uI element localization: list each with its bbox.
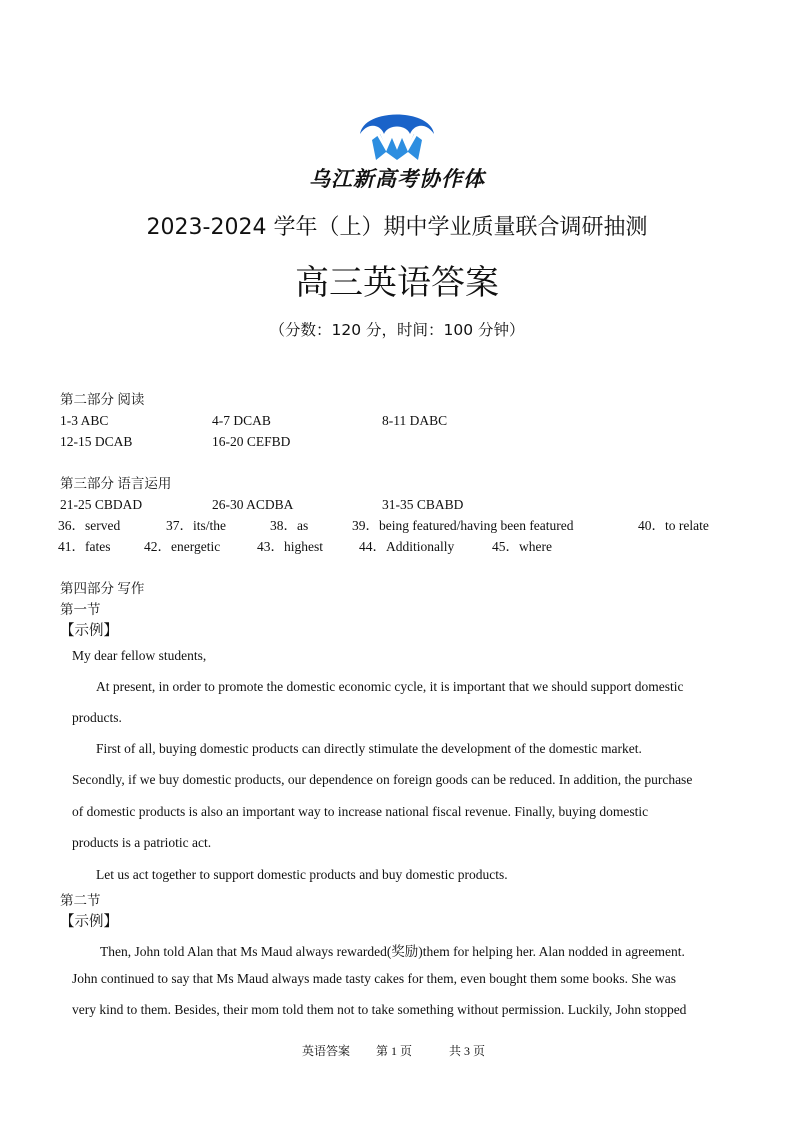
part4-heading: 第四部分 写作 (60, 581, 145, 596)
essay-line: John continued to say that Ms Maud always made tasty cakes for them, even bought them some books. She was (72, 971, 677, 986)
exam-title: 2023-2024 学年（上）期中学业质量联合调研抽测 (146, 215, 648, 240)
fill-answer: 45．where (492, 539, 552, 554)
answer-group: 21-25 CBDAD (60, 497, 143, 512)
logo-icon (356, 104, 438, 164)
exam-info: （分数：120 分，时间：100 分钟） (269, 321, 525, 339)
part2-heading: 第二部分 阅读 (60, 392, 145, 407)
section-heading: 第一节 (60, 602, 101, 617)
fill-answer: 42．energetic (144, 539, 221, 554)
sample-label: 【示例】 (60, 623, 118, 639)
fill-answer: 44．Additionally (359, 539, 455, 554)
document-title: 高三英语答案 (295, 263, 499, 303)
footer-subject: 英语答案 (302, 1044, 351, 1058)
part3-heading: 第三部分 语言运用 (60, 476, 172, 491)
section-heading: 第二节 (60, 893, 101, 908)
answer-group: 1-3 ABC (60, 413, 109, 428)
fill-answer: 40．to relate (638, 518, 709, 533)
fill-answer: 38．as (270, 518, 309, 533)
answer-group: 26-30 ACDBA (212, 497, 294, 512)
essay-line: Let us act together to support domestic products and buy domestic products. (96, 867, 508, 882)
fill-answer: 37．its/the (166, 518, 226, 533)
answer-group: 4-7 DCAB (212, 413, 271, 428)
answer-group: 8-11 DABC (382, 413, 448, 428)
answer-group: 12-15 DCAB (60, 434, 133, 449)
essay-line: At present, in order to promote the domestic economic cycle, it is important that we should support domestic (96, 679, 684, 694)
essay-line: of domestic products is also an important way to increase national fiscal revenue. Finally, buying domestic (72, 804, 649, 819)
essay-line: products. (72, 710, 122, 725)
organization-name: 乌江新高考协作体 (309, 167, 485, 191)
footer-total-pages: 共 3 页 (449, 1044, 486, 1058)
essay-line: First of all, buying domestic products can directly stimulate the development of the domestic market. (96, 741, 642, 756)
essay-line: Secondly, if we buy domestic products, our dependence on foreign goods can be reduced. In addition, the purchase (72, 772, 693, 787)
footer-page-number: 第 1 页 (376, 1044, 413, 1058)
essay-line: My dear fellow students, (72, 648, 207, 663)
essay-line: very kind to them. Besides, their mom told them not to take something without permission. Luckily, John stopped (72, 1002, 687, 1017)
fill-answer: 36．served (58, 518, 121, 533)
essay-line: Then, John told Alan that Ms Maud always rewarded(奖励)them for helping her. Alan nodded in agreement. (100, 944, 685, 959)
sample-label: 【示例】 (60, 914, 118, 930)
essay-line: products is a patriotic act. (72, 835, 212, 850)
fill-answer: 39．being featured/having been featured (352, 518, 574, 533)
answer-group: 16-20 CEFBD (212, 434, 291, 449)
fill-answer: 43．highest (257, 539, 323, 554)
answer-group: 31-35 CBABD (382, 497, 464, 512)
fill-answer: 41．fates (58, 539, 111, 554)
